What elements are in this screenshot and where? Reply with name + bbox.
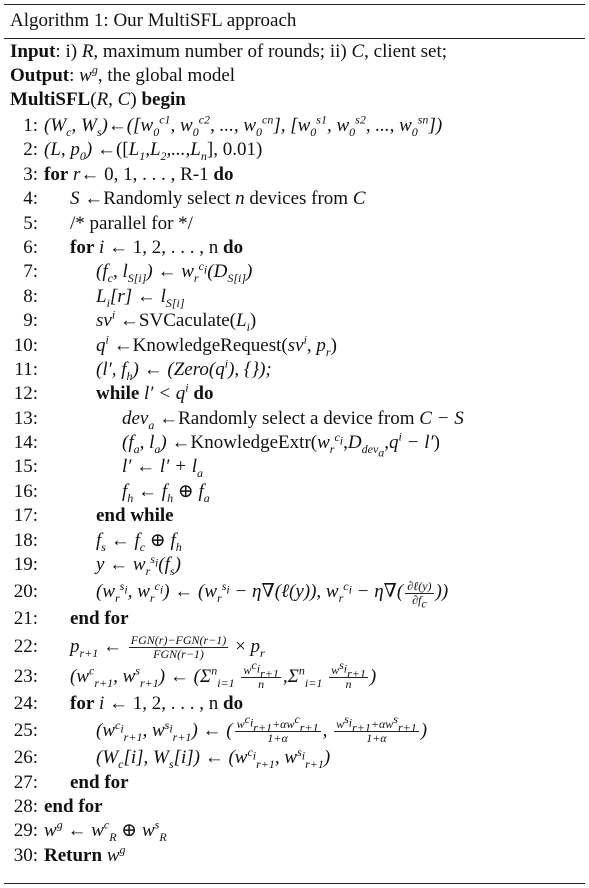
algo-line: 7: ($f_c$, $l_{S[i]}$) ← $w_r^{c_i}(D_{S[i]})$ bbox=[23, 259, 253, 286]
algo-line: 4: S ←Randomly select n devices from C bbox=[23, 188, 366, 210]
algo-line: 5: /* parallel for */ bbox=[23, 212, 193, 234]
algo-line: 26: ($W_c[i]$, $W_s[i]$) ← ($w^{c_i}_{r+1}$, $w^{s_i}_{r+1}$) bbox=[13, 744, 331, 771]
algo-line: 13: dev$_a$ ←Randomly select a device from C − S bbox=[13, 407, 464, 432]
algo-line: 20: ($w_r^{s_i}$, $w_r^{c_i}$) ← ($w_r^{s_i}$ − η∇(ℓ(y)), $w_r^{c_i} - \eta\nabla$( $\frac{\text{∂ℓ(y)}}{\partial f_c}$ )) bbox=[13, 578, 449, 610]
algo-line: 27: end for bbox=[13, 771, 129, 793]
algo-line: 28: end for bbox=[13, 795, 103, 817]
algo-line: 10: $q^i$ $\leftarrow KnowledgeRequest(sv^i$, $p_r$) bbox=[13, 332, 337, 359]
algorithm-lines bbox=[0, 114, 589, 868]
algo-line: 25: ($w^{c_i}_{r+1}$, $w^{s_i}_{r+1}$) ← ( $\frac{w^{c_i}_{r+1}+\alpha w^c_{r+1}}{1+\alpha}$ , $\frac{w^{s_i}_{r+1}+\alpha w^s_{r+1}}{1+\alpha}$ ) bbox=[13, 712, 428, 746]
algo-line: 15: l′ ← $l' + l_a$ bbox=[13, 456, 203, 481]
algo-line: 11: (l′, $f_h$) ← ($Zero(q^i)$, {}); bbox=[14, 356, 272, 383]
algo-line: 18: $f_s$ ← $f_c$ ⊕ $f_h$ bbox=[13, 529, 182, 554]
title-rule bbox=[4, 38, 585, 39]
input-label: Input bbox=[10, 41, 56, 62]
input-line: Input: i) R, maximum number of rounds; ii) C, client set; bbox=[10, 41, 448, 62]
algo-line: 1: ($W_c$, $W_s)\leftarrow([w_0^{c1}$, $w_0^{c2}$, ..., $w_0^{cn}$], [$w_0^{s1}$, $w_0^{s2}$, ..., $w_0^{sn}$]) bbox=[23, 112, 443, 139]
algo-line: 19: y ← $w_r^{s_i}(f_s)$ bbox=[13, 551, 181, 578]
algo-line: 21: end for bbox=[13, 608, 129, 630]
top-rule bbox=[4, 4, 585, 5]
algo-line: 30: Return $w^g$ bbox=[13, 842, 126, 866]
algo-line: 29: $w^g$ ← $w^c_R$ ⊕ $w^s_R$ bbox=[13, 818, 167, 845]
algo-line: 17: end while bbox=[13, 505, 174, 527]
algo-line: 22: $p_{r+1}$ ← $\frac{\text{FGN(r)−FGN(r−1)}}{\text{FGN(r−1)}}$ × $p_r$ bbox=[13, 632, 265, 661]
algo-line: 24: for i ← 1, 2, . . . , n do bbox=[13, 692, 244, 714]
algo-line: 23: ($w^c_{r+1}$, $w^s_{r+1}$) ← ($\Sigma^n_{i=1}$ $\frac{w^{c_i}_{r+1}}{n}$ $,\Sigma^n_{i=1}$ $\frac{w^{s_i}_{r+1}}{n}$ ) bbox=[13, 657, 377, 691]
algo-line: 12: while $l' < q^i$ do bbox=[13, 380, 214, 405]
algo-line: 6: for i ← 1, 2, . . . , n do bbox=[23, 236, 244, 258]
algo-line: 3: for r← 0, 1, . . . , R-1 do bbox=[23, 163, 234, 185]
output-label: Output bbox=[10, 65, 70, 86]
algorithm-title: Algorithm 1: Our MultiSFL approach bbox=[10, 10, 297, 31]
algo-line: 2: (L, $p_0$) $\leftarrow([L_1,L_2,...,L_n]$, 0.01) bbox=[23, 139, 263, 164]
algo-line: 8: $L_i[r]$ ← $l_{S[i]}$ bbox=[23, 285, 185, 310]
procedure-header: MultiSFL(R, C) begin bbox=[10, 89, 186, 110]
output-line: Output: $w^g$, the global model bbox=[10, 62, 236, 86]
algo-line: 9: $sv^i$ $\leftarrow SVCaculate(L_i)$ bbox=[23, 307, 257, 334]
algo-line: 14: ($f_a$, $l_a$) $\leftarrow KnowledgeExtr(w_r^{c_i},D_{dev_a},q^i - l')$ bbox=[13, 429, 440, 460]
algo-line: 16: $f_h$ ← $f_h$ ⊕ $f_a$ bbox=[13, 480, 210, 505]
bottom-rule bbox=[4, 883, 585, 884]
